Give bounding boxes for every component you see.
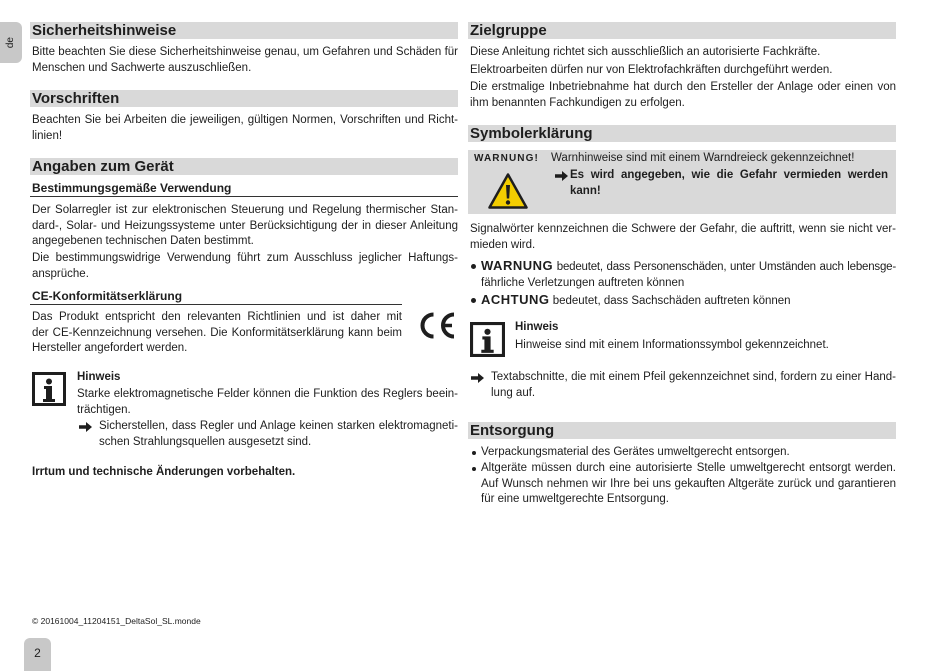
text-span: bedeutet, dass Personenschäden, unter Umständen auch lebensge- <box>556 261 896 273</box>
text-line: Der Solarregler ist zur elektronischen Steuerung und Regelung thermischer Stan- <box>32 204 458 216</box>
text-line: Verpackungsmaterial des Gerätes umweltgerecht entsorgen. <box>481 446 790 458</box>
text-line: lung auf. <box>491 386 536 399</box>
arrow-right-icon <box>471 373 484 383</box>
section-header-device <box>30 158 458 175</box>
arrow-explanation-paragraph <box>491 370 896 401</box>
text-line <box>481 258 896 276</box>
note-title-text: Hinweis <box>515 321 559 333</box>
list-item-old-devices <box>481 461 896 508</box>
page-number-tab <box>24 638 51 671</box>
section-title-disposal: Entsorgung <box>470 422 555 439</box>
text-line: Die erstmalige Inbetriebnahme hat durch den Ersteller der Anlage oder einen von <box>470 81 896 93</box>
text-line: Sicherstellen, dass Regler und Anlage keinen starken elektromagneti- <box>99 420 458 432</box>
text-span: bedeutet, dass Sachschäden auftreten können <box>552 295 791 307</box>
arrow-right-icon <box>79 422 92 432</box>
text-line: mieden wird. <box>470 238 536 251</box>
bullet-marker <box>472 451 476 455</box>
bullet-marker <box>471 264 476 269</box>
text-line: Starke elektromagnetische Felder können die Funktion des Reglers beein- <box>77 388 458 400</box>
text-line: Beachten Sie bei Arbeiten die jeweiligen, gültigen Normen, Vorschriften und Richt- <box>32 114 458 126</box>
text-line: Menschen und Sachwerte auszuschließen. <box>32 61 252 74</box>
text-line: ihm benannten Fachkundigen zu erfolgen. <box>470 96 685 109</box>
section-header-regulations <box>30 90 458 107</box>
text-line: Die bestimmungswidrige Verwendung führt zum Ausschluss jeglicher Haftungs- <box>32 252 458 264</box>
ce-paragraph <box>32 310 402 357</box>
document-footer: © 20161004_11204151_DeltaSol_SL.monde <box>32 616 201 626</box>
list-item-packaging <box>481 445 896 461</box>
language-tab-label: de <box>5 36 16 49</box>
text-line: kann! <box>570 184 601 197</box>
bullet-marker <box>472 467 476 471</box>
info-icon <box>470 322 505 357</box>
bullet-marker <box>471 298 476 303</box>
text-line: schen Strahlungsquellen ausgesetzt sind. <box>99 435 312 448</box>
text-line: Diese Anleitung richtet sich ausschließlich an autorisierte Fachkräfte. <box>470 46 821 58</box>
text-line <box>481 292 896 310</box>
warning-box-text <box>551 151 891 167</box>
section-title-regulations: Vorschriften <box>32 90 120 107</box>
section-header-symbols <box>468 125 896 142</box>
warning-label: WARNUNG! <box>474 153 539 165</box>
symbol-note-title <box>515 320 896 336</box>
text-line: Hersteller angefordert werden. <box>32 342 188 354</box>
text-line: trächtigen. <box>77 403 131 416</box>
section-header-safety <box>30 22 458 39</box>
misuse-paragraph <box>32 251 458 282</box>
section-title-device: Angaben zum Gerät <box>32 158 174 175</box>
text-line: der CE-Kennzeichnung versehen. Die Konformitätserklärung kann beim <box>32 326 402 339</box>
signal-words-paragraph <box>470 222 896 253</box>
note-action-paragraph <box>99 419 458 450</box>
safety-paragraph <box>32 45 458 76</box>
text-line: Auf Wunsch nehmen wir Ihre bei uns gekauften Altgeräte zurück und garantieren <box>481 477 896 490</box>
arrow-right-icon <box>555 171 568 181</box>
note-title <box>77 370 458 386</box>
text-line: Altgeräte müssen durch eine autorisierte Stelle umweltgerecht entsorgt werden. <box>481 462 896 474</box>
section-header-disposal <box>468 422 896 439</box>
text-line: Das Produkt entspricht den relevanten Richtlinien und ist daher mit <box>32 311 402 323</box>
regulations-paragraph <box>32 113 458 144</box>
text-line: Warnhinweise sind mit einem Warndreieck gekennzeichnet! <box>551 152 855 165</box>
audience-paragraph-3 <box>470 80 896 111</box>
list-item-caution <box>481 292 896 310</box>
text-line: Signalwörter kennzeichnen die Schwere der Gefahr, die auftritt, wenn sie nicht ver- <box>470 223 896 235</box>
text-line: fährliche Verletzungen auftreten können <box>481 276 685 289</box>
page-number: 2 <box>34 646 41 660</box>
warning-symbol-box <box>468 150 896 214</box>
text-line: angegebenen technischen Daten bestimmt. <box>32 235 254 247</box>
audience-paragraph-2 <box>470 63 896 79</box>
language-tab <box>0 22 22 63</box>
disclaimer <box>32 465 458 481</box>
signal-term-warning: WARNUNG <box>481 258 554 273</box>
text-line: Es wird angegeben, wie die Gefahr vermieden werden <box>570 169 888 182</box>
section-title-audience: Zielgruppe <box>470 22 547 39</box>
text-line: dard-, Solar- und Heizungssysteme unter Berücksichtigung der in dieser Anleitung <box>32 219 458 232</box>
symbol-note-paragraph <box>515 338 896 354</box>
warning-triangle-icon <box>487 172 529 210</box>
intended-use-paragraph <box>32 203 458 250</box>
section-title-symbols: Symbolerklärung <box>470 125 593 142</box>
signal-term-caution: ACHTUNG <box>481 292 550 307</box>
ce-mark-icon <box>415 311 457 341</box>
text-line: Bitte beachten Sie diese Sicherheitshinweise genau, um Gefahren und Schäden für <box>32 46 458 58</box>
section-header-audience <box>468 22 896 39</box>
text-line: linien! <box>32 129 63 142</box>
note-title-text: Hinweis <box>77 371 121 383</box>
text-line: Hinweise sind mit einem Informationssymbol gekennzeichnet. <box>515 339 829 351</box>
subheading-ce-declaration: CE-Konformitätserklärung <box>30 288 402 305</box>
audience-paragraph-1 <box>470 45 896 61</box>
info-icon <box>32 372 66 406</box>
note-paragraph <box>77 387 458 418</box>
disclaimer-text: Irrtum und technische Änderungen vorbehalten. <box>32 466 296 478</box>
text-line: für eine umweltgerechte Entsorgung. <box>481 493 669 505</box>
text-line: Textabschnitte, die mit einem Pfeil gekennzeichnet sind, fordern zu einer Hand- <box>491 371 896 383</box>
text-line: ansprüche. <box>32 267 89 280</box>
text-line: Elektroarbeiten dürfen nur von Elektrofachkräften durchgeführt werden. <box>470 64 833 76</box>
subheading-intended-use: Bestimmungsgemäße Verwendung <box>30 180 458 197</box>
warning-box-action <box>570 168 888 199</box>
list-item-warning <box>481 258 896 291</box>
section-title-safety: Sicherheitshinweise <box>32 22 177 39</box>
